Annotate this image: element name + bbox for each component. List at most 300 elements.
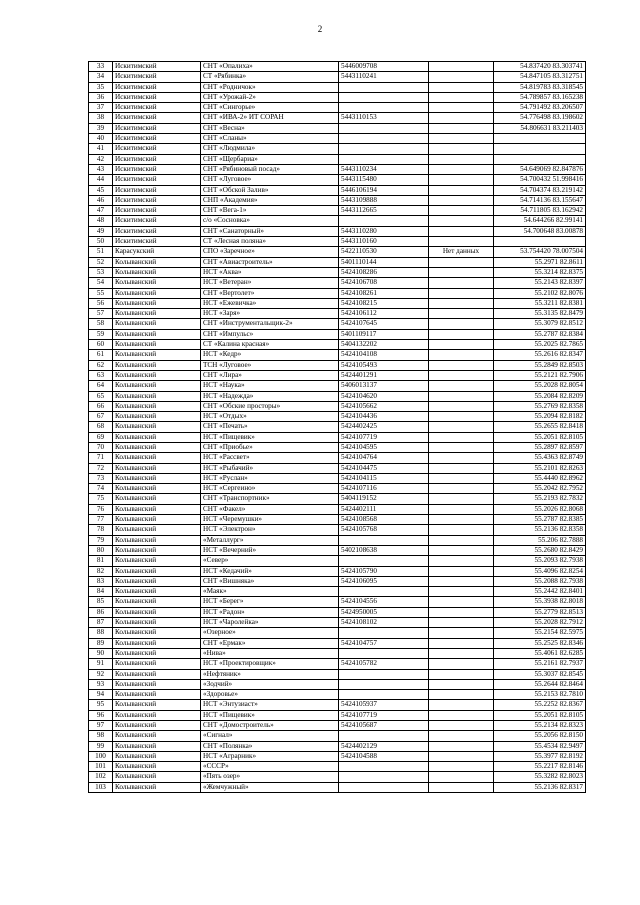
row-number: 50 (89, 237, 113, 247)
note-cell (429, 473, 494, 483)
coordinates-cell: 55.2769 82.8358 (494, 401, 586, 411)
coordinates-cell: 55.2028 82.7912 (494, 618, 586, 628)
organization-name-cell: НСТ «Пищевик» (201, 432, 339, 442)
row-number: 47 (89, 206, 113, 216)
note-cell (429, 319, 494, 329)
organization-name-cell: НСТ «Отдых» (201, 412, 339, 422)
inn-cell (339, 535, 429, 545)
district-cell: Колыванский (113, 587, 201, 597)
inn-cell: 5424108102 (339, 618, 429, 628)
table-row (89, 453, 586, 463)
note-cell (429, 442, 494, 452)
row-number: 49 (89, 226, 113, 236)
inn-cell (339, 648, 429, 658)
district-cell: Искитимский (113, 134, 201, 144)
registry-table-body (89, 62, 586, 793)
organization-name-cell: СНТ «Авиастроитель» (201, 257, 339, 267)
row-number: 46 (89, 195, 113, 205)
row-number: 96 (89, 710, 113, 720)
district-cell: Колыванский (113, 381, 201, 391)
district-cell: Колыванский (113, 556, 201, 566)
table-row (89, 247, 586, 257)
coordinates-cell: 54.711805 83.162942 (494, 206, 586, 216)
row-number: 60 (89, 340, 113, 350)
district-cell: Колыванский (113, 298, 201, 308)
district-cell: Колыванский (113, 782, 201, 792)
row-number: 68 (89, 422, 113, 432)
organization-name-cell: СНТ «Щербариа» (201, 154, 339, 164)
organization-name-cell: СНТ «Домостроитель» (201, 721, 339, 731)
note-cell (429, 648, 494, 658)
organization-name-cell: СНТ «Рябиновый посад» (201, 164, 339, 174)
note-cell (429, 360, 494, 370)
inn-cell: 5424104588 (339, 751, 429, 761)
note-cell (429, 226, 494, 236)
coordinates-cell: 55.3037 82.8545 (494, 669, 586, 679)
table-row (89, 762, 586, 772)
organization-name-cell: СНТ «Вега-1» (201, 206, 339, 216)
row-number: 95 (89, 700, 113, 710)
district-cell: Колыванский (113, 628, 201, 638)
inn-cell: 5424106708 (339, 278, 429, 288)
note-cell (429, 123, 494, 133)
table-row (89, 690, 586, 700)
district-cell: Колыванский (113, 731, 201, 741)
organization-name-cell: СНТ «Факел» (201, 504, 339, 514)
organization-name-cell: СПО «Заречное» (201, 247, 339, 257)
inn-cell: 5401110144 (339, 257, 429, 267)
district-cell: Колыванский (113, 741, 201, 751)
organization-name-cell: НСТ «Кедр» (201, 350, 339, 360)
row-number: 79 (89, 535, 113, 545)
table-row (89, 484, 586, 494)
table-row (89, 576, 586, 586)
inn-cell: 5424104436 (339, 412, 429, 422)
table-row (89, 216, 586, 226)
district-cell: Искитимский (113, 62, 201, 72)
table-row (89, 360, 586, 370)
row-number: 75 (89, 494, 113, 504)
organization-name-cell: НСТ «Черемушки» (201, 515, 339, 525)
organization-name-cell: «Здоровье» (201, 690, 339, 700)
table-row (89, 679, 586, 689)
row-number: 52 (89, 257, 113, 267)
row-number: 55 (89, 288, 113, 298)
note-cell (429, 329, 494, 339)
row-number: 91 (89, 659, 113, 669)
coordinates-cell: 55.2051 82.8105 (494, 710, 586, 720)
organization-name-cell: «Озерное» (201, 628, 339, 638)
organization-name-cell: СНТ «Ермак» (201, 638, 339, 648)
note-cell (429, 278, 494, 288)
table-row (89, 566, 586, 576)
inn-cell (339, 782, 429, 792)
organization-name-cell: СНТ «Обской Залив» (201, 185, 339, 195)
note-cell (429, 751, 494, 761)
district-cell: Колыванский (113, 442, 201, 452)
note-cell (429, 154, 494, 164)
note-cell (429, 195, 494, 205)
district-cell: Колыванский (113, 535, 201, 545)
organization-name-cell: «Сигнал» (201, 731, 339, 741)
coordinates-cell: 55.2787 82.8384 (494, 329, 586, 339)
coordinates-cell: 54.789857 83.165238 (494, 92, 586, 102)
table-row (89, 123, 586, 133)
table-row (89, 237, 586, 247)
inn-cell: 5443110241 (339, 72, 429, 82)
organization-name-cell: НСТ «Ветеран» (201, 278, 339, 288)
organization-name-cell: НСТ «Пищевик» (201, 710, 339, 720)
coordinates-cell (494, 144, 586, 154)
inn-cell: 5424104764 (339, 453, 429, 463)
row-number: 35 (89, 82, 113, 92)
district-cell: Искитимский (113, 123, 201, 133)
district-cell: Колыванский (113, 350, 201, 360)
inn-cell: 5424104475 (339, 463, 429, 473)
inn-cell (339, 731, 429, 741)
coordinates-cell: 55.3079 82.8512 (494, 319, 586, 329)
organization-name-cell: «Жемчужный» (201, 782, 339, 792)
coordinates-cell: 55.2644 82.8464 (494, 679, 586, 689)
row-number: 73 (89, 473, 113, 483)
district-cell: Искитимский (113, 185, 201, 195)
district-cell: Колыванский (113, 659, 201, 669)
note-cell (429, 82, 494, 92)
coordinates-cell (494, 154, 586, 164)
table-row (89, 309, 586, 319)
note-cell (429, 144, 494, 154)
note-cell (429, 535, 494, 545)
district-cell: Искитимский (113, 92, 201, 102)
coordinates-cell: 55.2849 82.8503 (494, 360, 586, 370)
inn-cell: 5424105687 (339, 721, 429, 731)
inn-cell (339, 92, 429, 102)
organization-name-cell: НСТ «Аграрник» (201, 751, 339, 761)
row-number: 82 (89, 566, 113, 576)
coordinates-cell: 54.819783 83.318545 (494, 82, 586, 92)
row-number: 83 (89, 576, 113, 586)
note-cell (429, 216, 494, 226)
row-number: 94 (89, 690, 113, 700)
note-cell (429, 463, 494, 473)
inn-cell: 5424105790 (339, 566, 429, 576)
table-row (89, 195, 586, 205)
inn-cell (339, 154, 429, 164)
district-cell: Искитимский (113, 175, 201, 185)
table-row (89, 103, 586, 113)
row-number: 54 (89, 278, 113, 288)
district-cell: Колыванский (113, 288, 201, 298)
row-number: 76 (89, 504, 113, 514)
note-cell (429, 103, 494, 113)
table-row (89, 154, 586, 164)
row-number: 36 (89, 92, 113, 102)
district-cell: Искитимский (113, 237, 201, 247)
inn-cell: 5424401291 (339, 370, 429, 380)
coordinates-cell: 54.644266 82.99141 (494, 216, 586, 226)
note-cell (429, 62, 494, 72)
district-cell: Колыванский (113, 257, 201, 267)
table-row (89, 772, 586, 782)
coordinates-cell: 55.2042 82.7952 (494, 484, 586, 494)
table-row (89, 515, 586, 525)
coordinates-cell: 53.754420 78.007504 (494, 247, 586, 257)
inn-cell: 5424105782 (339, 659, 429, 669)
note-cell (429, 350, 494, 360)
organization-name-cell: «СССР» (201, 762, 339, 772)
district-cell: Колыванский (113, 267, 201, 277)
inn-cell: 5446009708 (339, 62, 429, 72)
inn-cell: 5446106194 (339, 185, 429, 195)
organization-name-cell: СНТ «Импульс» (201, 329, 339, 339)
note-cell (429, 134, 494, 144)
note-cell (429, 185, 494, 195)
row-number: 77 (89, 515, 113, 525)
inn-cell: 5424104757 (339, 638, 429, 648)
coordinates-cell: 55.2025 82.7865 (494, 340, 586, 350)
row-number: 97 (89, 721, 113, 731)
note-cell: Нет данных (429, 247, 494, 257)
coordinates-cell: 55.2056 82.8150 (494, 731, 586, 741)
inn-cell: 5424107116 (339, 484, 429, 494)
district-cell: Колыванский (113, 432, 201, 442)
organization-name-cell: «Пять озер» (201, 772, 339, 782)
note-cell (429, 618, 494, 628)
note-cell (429, 298, 494, 308)
coordinates-cell: 55.2102 82.8076 (494, 288, 586, 298)
table-row (89, 175, 586, 185)
organization-name-cell: СНТ «Вишняка» (201, 576, 339, 586)
organization-name-cell: НСТ «Аква» (201, 267, 339, 277)
district-cell: Колыванский (113, 401, 201, 411)
row-number: 71 (89, 453, 113, 463)
coordinates-cell: 55.2121 82.7906 (494, 370, 586, 380)
note-cell (429, 113, 494, 123)
district-cell: Искитимский (113, 206, 201, 216)
district-cell: Искитимский (113, 72, 201, 82)
district-cell: Колыванский (113, 391, 201, 401)
coordinates-cell: 54.837420 83.303741 (494, 62, 586, 72)
note-cell (429, 309, 494, 319)
organization-name-cell: СНТ «Родничок» (201, 82, 339, 92)
organization-name-cell: СНП «Академия» (201, 195, 339, 205)
inn-cell: 5424104556 (339, 597, 429, 607)
note-cell (429, 556, 494, 566)
district-cell: Искитимский (113, 195, 201, 205)
organization-name-cell: СНТ «Печать» (201, 422, 339, 432)
table-row (89, 556, 586, 566)
coordinates-cell: 55.2525 82.8346 (494, 638, 586, 648)
note-cell (429, 587, 494, 597)
organization-name-cell: «Металлург» (201, 535, 339, 545)
organization-name-cell: СНТ «ИВА-2» ИТ СОРАН (201, 113, 339, 123)
coordinates-cell (494, 237, 586, 247)
organization-name-cell: СНТ «Транспортник» (201, 494, 339, 504)
organization-name-cell: НСТ «Проектировщик» (201, 659, 339, 669)
coordinates-cell: 55.3938 82.8018 (494, 597, 586, 607)
organization-name-cell: НСТ «Надежда» (201, 391, 339, 401)
district-cell: Колыванский (113, 494, 201, 504)
table-row (89, 710, 586, 720)
inn-cell: 5424105662 (339, 401, 429, 411)
district-cell: Искитимский (113, 216, 201, 226)
row-number: 45 (89, 185, 113, 195)
organization-name-cell: «Нефтяник» (201, 669, 339, 679)
organization-name-cell: ТСН «Луговое» (201, 360, 339, 370)
row-number: 98 (89, 731, 113, 741)
note-cell (429, 401, 494, 411)
table-row (89, 741, 586, 751)
coordinates-cell: 55.2051 82.8105 (494, 432, 586, 442)
table-row (89, 144, 586, 154)
organization-name-cell: СНТ «Обские просторы» (201, 401, 339, 411)
note-cell (429, 164, 494, 174)
note-cell (429, 782, 494, 792)
organization-name-cell: СТ «Калина красная» (201, 340, 339, 350)
organization-name-cell: НСТ «Берег» (201, 597, 339, 607)
row-number: 57 (89, 309, 113, 319)
organization-name-cell: СНТ «Лира» (201, 370, 339, 380)
page-number: 2 (317, 24, 323, 34)
row-number: 92 (89, 669, 113, 679)
table-row (89, 412, 586, 422)
coordinates-cell: 55.2028 82.8054 (494, 381, 586, 391)
coordinates-cell: 55.2134 82.8323 (494, 721, 586, 731)
note-cell (429, 72, 494, 82)
coordinates-cell: 55.3211 82.8381 (494, 298, 586, 308)
organization-name-cell: НСТ «Рыбачий» (201, 463, 339, 473)
row-number: 66 (89, 401, 113, 411)
inn-cell: 5443115480 (339, 175, 429, 185)
row-number: 33 (89, 62, 113, 72)
district-cell: Колыванский (113, 690, 201, 700)
coordinates-cell: 55.2787 82.8385 (494, 515, 586, 525)
inn-cell: 5401109117 (339, 329, 429, 339)
note-cell (429, 731, 494, 741)
coordinates-cell: 55.4061 82.6285 (494, 648, 586, 658)
row-number: 81 (89, 556, 113, 566)
registry-table (88, 61, 586, 793)
inn-cell: 5424107719 (339, 710, 429, 720)
row-number: 84 (89, 587, 113, 597)
table-row (89, 494, 586, 504)
organization-name-cell: «Нива» (201, 648, 339, 658)
note-cell (429, 422, 494, 432)
row-number: 90 (89, 648, 113, 658)
inn-cell (339, 679, 429, 689)
coordinates-cell: 54.847105 83.312751 (494, 72, 586, 82)
coordinates-cell: 55.2153 82.7810 (494, 690, 586, 700)
note-cell (429, 237, 494, 247)
table-row (89, 226, 586, 236)
inn-cell (339, 103, 429, 113)
table-row (89, 587, 586, 597)
note-cell (429, 607, 494, 617)
coordinates-cell: 55.3135 82.8479 (494, 309, 586, 319)
coordinates-cell: 55.2084 82.8209 (494, 391, 586, 401)
inn-cell (339, 556, 429, 566)
row-number: 86 (89, 607, 113, 617)
table-row (89, 164, 586, 174)
row-number: 99 (89, 741, 113, 751)
coordinates-cell: 54.704374 83.219142 (494, 185, 586, 195)
note-cell (429, 700, 494, 710)
organization-name-cell: НСТ «Наука» (201, 381, 339, 391)
district-cell: Искитимский (113, 82, 201, 92)
table-row (89, 298, 586, 308)
row-number: 88 (89, 628, 113, 638)
inn-cell: 5424104115 (339, 473, 429, 483)
organization-name-cell: СНТ «Вертолет» (201, 288, 339, 298)
inn-cell (339, 772, 429, 782)
inn-cell: 5424106112 (339, 309, 429, 319)
coordinates-cell: 55.2136 82.8358 (494, 525, 586, 535)
table-row (89, 545, 586, 555)
row-number: 48 (89, 216, 113, 226)
table-row (89, 62, 586, 72)
organization-name-cell: НСТ «Энтузиаст» (201, 700, 339, 710)
district-cell: Колыванский (113, 762, 201, 772)
row-number: 56 (89, 298, 113, 308)
inn-cell: 5424108286 (339, 267, 429, 277)
table-row (89, 278, 586, 288)
coordinates-cell: 55.2026 82.8068 (494, 504, 586, 514)
row-number: 63 (89, 370, 113, 380)
coordinates-cell: 55.3214 82.8375 (494, 267, 586, 277)
row-number: 59 (89, 329, 113, 339)
note-cell (429, 484, 494, 494)
coordinates-cell: 55.2093 82.7938 (494, 556, 586, 566)
table-row (89, 721, 586, 731)
organization-name-cell: СНТ «Полянка» (201, 741, 339, 751)
row-number: 72 (89, 463, 113, 473)
table-row (89, 782, 586, 792)
note-cell (429, 762, 494, 772)
organization-name-cell: НСТ «Вечерний» (201, 545, 339, 555)
row-number: 74 (89, 484, 113, 494)
coordinates-cell: 55.2094 82.8182 (494, 412, 586, 422)
organization-name-cell: НСТ «Радон» (201, 607, 339, 617)
organization-name-cell: СНТ «Людмила» (201, 144, 339, 154)
district-cell: Колыванский (113, 319, 201, 329)
table-row (89, 329, 586, 339)
row-number: 87 (89, 618, 113, 628)
row-number: 44 (89, 175, 113, 185)
inn-cell: 5404119152 (339, 494, 429, 504)
note-cell (429, 206, 494, 216)
note-cell (429, 628, 494, 638)
district-cell: Колыванский (113, 340, 201, 350)
row-number: 65 (89, 391, 113, 401)
note-cell (429, 504, 494, 514)
table-row (89, 422, 586, 432)
organization-name-cell: «Север» (201, 556, 339, 566)
coordinates-cell: 55.3282 82.8023 (494, 772, 586, 782)
table-row (89, 82, 586, 92)
note-cell (429, 92, 494, 102)
row-number: 58 (89, 319, 113, 329)
coordinates-cell: 55.2217 82.8146 (494, 762, 586, 772)
coordinates-cell: 55.2161 82.7937 (494, 659, 586, 669)
note-cell (429, 370, 494, 380)
district-cell: Колыванский (113, 360, 201, 370)
inn-cell: 5443110160 (339, 237, 429, 247)
row-number: 40 (89, 134, 113, 144)
coordinates-cell (494, 134, 586, 144)
district-cell: Колыванский (113, 700, 201, 710)
inn-cell (339, 216, 429, 226)
organization-name-cell: с/о «Сосновка» (201, 216, 339, 226)
